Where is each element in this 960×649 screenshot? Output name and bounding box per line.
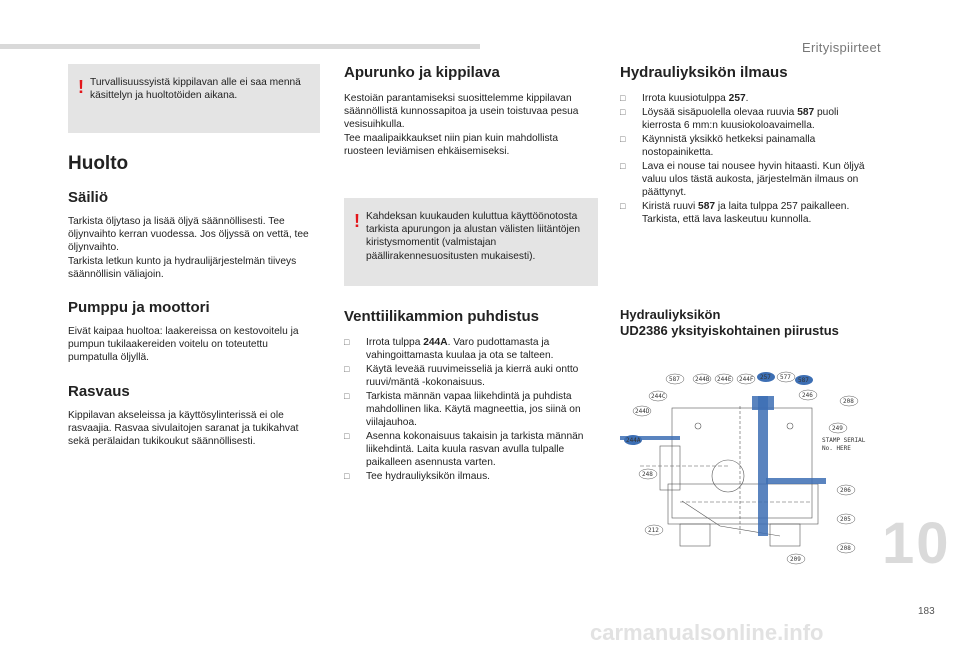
box-bullet-icon: □ xyxy=(620,201,626,211)
tank-heading: Säiliö xyxy=(68,189,109,206)
svg-text:244F: 244F xyxy=(739,376,754,383)
hydraulic-unit-drawing xyxy=(620,366,874,566)
box-bullet-icon: □ xyxy=(620,161,626,171)
box-bullet-icon: □ xyxy=(344,337,350,348)
box-bullet-icon: □ xyxy=(620,134,626,144)
list-item: □ Käynnistä yksikkö hetkeksi painamalla nostopainiketta. xyxy=(620,134,816,158)
svg-text:244C: 244C xyxy=(651,393,666,400)
column-3 xyxy=(620,64,874,339)
warning-icon: ! xyxy=(78,77,84,97)
part-label xyxy=(795,375,813,385)
list-item: □ Asenna kokonaisuus takaisin ja tarkista männän liikehdintä. Laita kuula rasvan avulla tulpalle paikalleen asennusta varten. xyxy=(344,431,584,469)
svg-text:208: 208 xyxy=(840,545,851,552)
part-label xyxy=(693,374,711,384)
tank-text: Tarkista öljytaso ja lisää öljyä säännöllisesti. Tee öljynvaihto kerran vuodessa. Jos öljyssä on vettä, tee öljynvaihto. Tarkista letkun kunto ja hydraulijärjestelmän tiiveys säännöllisin väliajoin. xyxy=(68,216,309,280)
svg-text:587: 587 xyxy=(798,377,809,384)
box-bullet-icon: □ xyxy=(620,93,626,103)
list-item: □ Irrota kuusiotulppa 257. xyxy=(620,93,749,104)
svg-text:209: 209 xyxy=(790,556,801,563)
frame-heading: Apurunko ja kippilava xyxy=(344,64,500,81)
part-label xyxy=(829,423,847,433)
valve-steps xyxy=(344,336,598,483)
part-label xyxy=(799,390,817,400)
box-bullet-icon: □ xyxy=(344,364,350,375)
warning-icon: ! xyxy=(354,211,360,232)
list-item: □ Kiristä ruuvi 587 ja laita tulppa 257 paikalleen. Tarkista, että lava laskeutuu kunnolla. xyxy=(620,201,850,225)
svg-text:257: 257 xyxy=(760,374,771,381)
part-label xyxy=(624,435,642,445)
torque-warning-text: Kahdeksan kuukauden kuluttua käyttöönotosta tarkista apurungon ja alustan välisten liitäntöjen kiristysmomentit (valmistajan päällirakennesuositusten mukaisesti). xyxy=(366,211,581,262)
list-item: □ Tee hydrauliyksikön ilmaus. xyxy=(344,471,490,483)
column-2 xyxy=(344,64,598,484)
box-bullet-icon: □ xyxy=(344,431,350,442)
safety-warning-text: Turvallisuussyistä kippilavan alle ei saa mennä käsittelyn ja huoltotöiden aikana. xyxy=(90,77,301,102)
part-label xyxy=(787,554,805,564)
page-number: 183 xyxy=(918,606,935,617)
safety-warning-box xyxy=(68,64,320,133)
box-bullet-icon: □ xyxy=(344,391,350,402)
list-item: □ Lava ei nouse tai nousee hyvin hitaasti. Kun öljyä valuu ulos tästä aukosta, järjestelmän ilmaus on päättynyt. xyxy=(620,161,865,198)
svg-text:205: 205 xyxy=(840,516,851,523)
svg-text:212: 212 xyxy=(648,527,659,534)
torque-warning-box xyxy=(344,198,598,286)
list-item: □ Irrota tulppa 244A. Varo pudottamasta ja vahingoittamasta kuulaa ja ota se talteen. xyxy=(344,337,554,362)
part-label xyxy=(777,372,795,382)
part-label xyxy=(666,374,684,384)
header-rule xyxy=(0,44,480,49)
stamp-serial-label-2: No. HERE xyxy=(822,445,851,452)
pump-text: Eivät kaipaa huoltoa: laakereissa on kestovoitelu ja pumpun tukilaakereiden voitelu on toteutettu pumpatulla öljyllä. xyxy=(68,326,299,364)
bleed-steps xyxy=(620,92,874,226)
svg-text:206: 206 xyxy=(840,487,851,494)
svg-text:244A: 244A xyxy=(626,437,641,444)
part-labels xyxy=(624,372,858,564)
section-title: Erityispiirteet xyxy=(802,40,881,55)
part-label xyxy=(837,485,855,495)
list-item: □ Tarkista männän vapaa liikehdintä ja puhdista mahdollinen lika. Käytä magneettia, jos siinä on viilajauhoa. xyxy=(344,391,581,429)
part-label xyxy=(840,396,858,406)
svg-text:587: 587 xyxy=(669,376,680,383)
svg-text:244D: 244D xyxy=(635,408,650,415)
box-bullet-icon: □ xyxy=(344,471,350,482)
maintenance-heading: Huolto xyxy=(68,153,129,174)
list-item: □ Löysää sisäpuolella olevaa ruuvia 587 puoli kierrosta 6 mm:n kuusiokoloavaimella. xyxy=(620,107,839,131)
grease-text: Kippilavan akseleissa ja käyttösylinterissä ei ole rasvaajia. Rasvaa sivulaitojen saranat ja tukikahvat sekä perälaidan tukikoukut säännöllisesti. xyxy=(68,409,299,448)
part-label xyxy=(633,406,651,416)
part-label xyxy=(837,543,855,553)
list-item: □ Käytä leveää ruuvimeisseliä ja kierrä auki ontto ruuvi/mäntä -kokonaisuus. xyxy=(344,364,579,389)
svg-text:244B: 244B xyxy=(695,376,710,383)
svg-text:246: 246 xyxy=(802,392,813,399)
svg-text:208: 208 xyxy=(843,398,854,405)
svg-text:249: 249 xyxy=(832,425,843,432)
box-bullet-icon: □ xyxy=(620,107,626,117)
svg-text:248: 248 xyxy=(642,471,653,478)
stamp-serial-label: STAMP SERIAL xyxy=(822,437,866,444)
part-label xyxy=(757,372,775,382)
part-label xyxy=(639,469,657,479)
drawing-heading: Hydrauliyksikön UD2386 yksityiskohtainen piirustus xyxy=(620,307,839,338)
watermark: carmanualsonline.info xyxy=(590,620,824,645)
part-label xyxy=(715,374,733,384)
column-1 xyxy=(68,64,320,448)
part-label xyxy=(737,374,755,384)
part-label xyxy=(837,514,855,524)
chapter-number: 10 xyxy=(882,511,951,576)
grease-heading: Rasvaus xyxy=(68,382,130,400)
svg-text:244E: 244E xyxy=(717,376,732,383)
valve-heading: Venttiilikammion puhdistus xyxy=(344,308,540,326)
pump-heading: Pumppu ja moottori xyxy=(68,299,210,317)
part-label xyxy=(645,525,663,535)
svg-text:577: 577 xyxy=(780,374,791,381)
bleed-heading: Hydrauliyksikön ilmaus xyxy=(620,64,788,81)
frame-text: Kestoiän parantamiseksi suosittelemme kippilavan säännöllistä kunnossapitoa ja usein toistuvaa pesua vesisuihkulla. Tee maalipaikkaukset niin pian kuin mahdollista ruosteen leviämisen ehkäisemiseksi. xyxy=(344,93,579,157)
part-label xyxy=(649,391,667,401)
